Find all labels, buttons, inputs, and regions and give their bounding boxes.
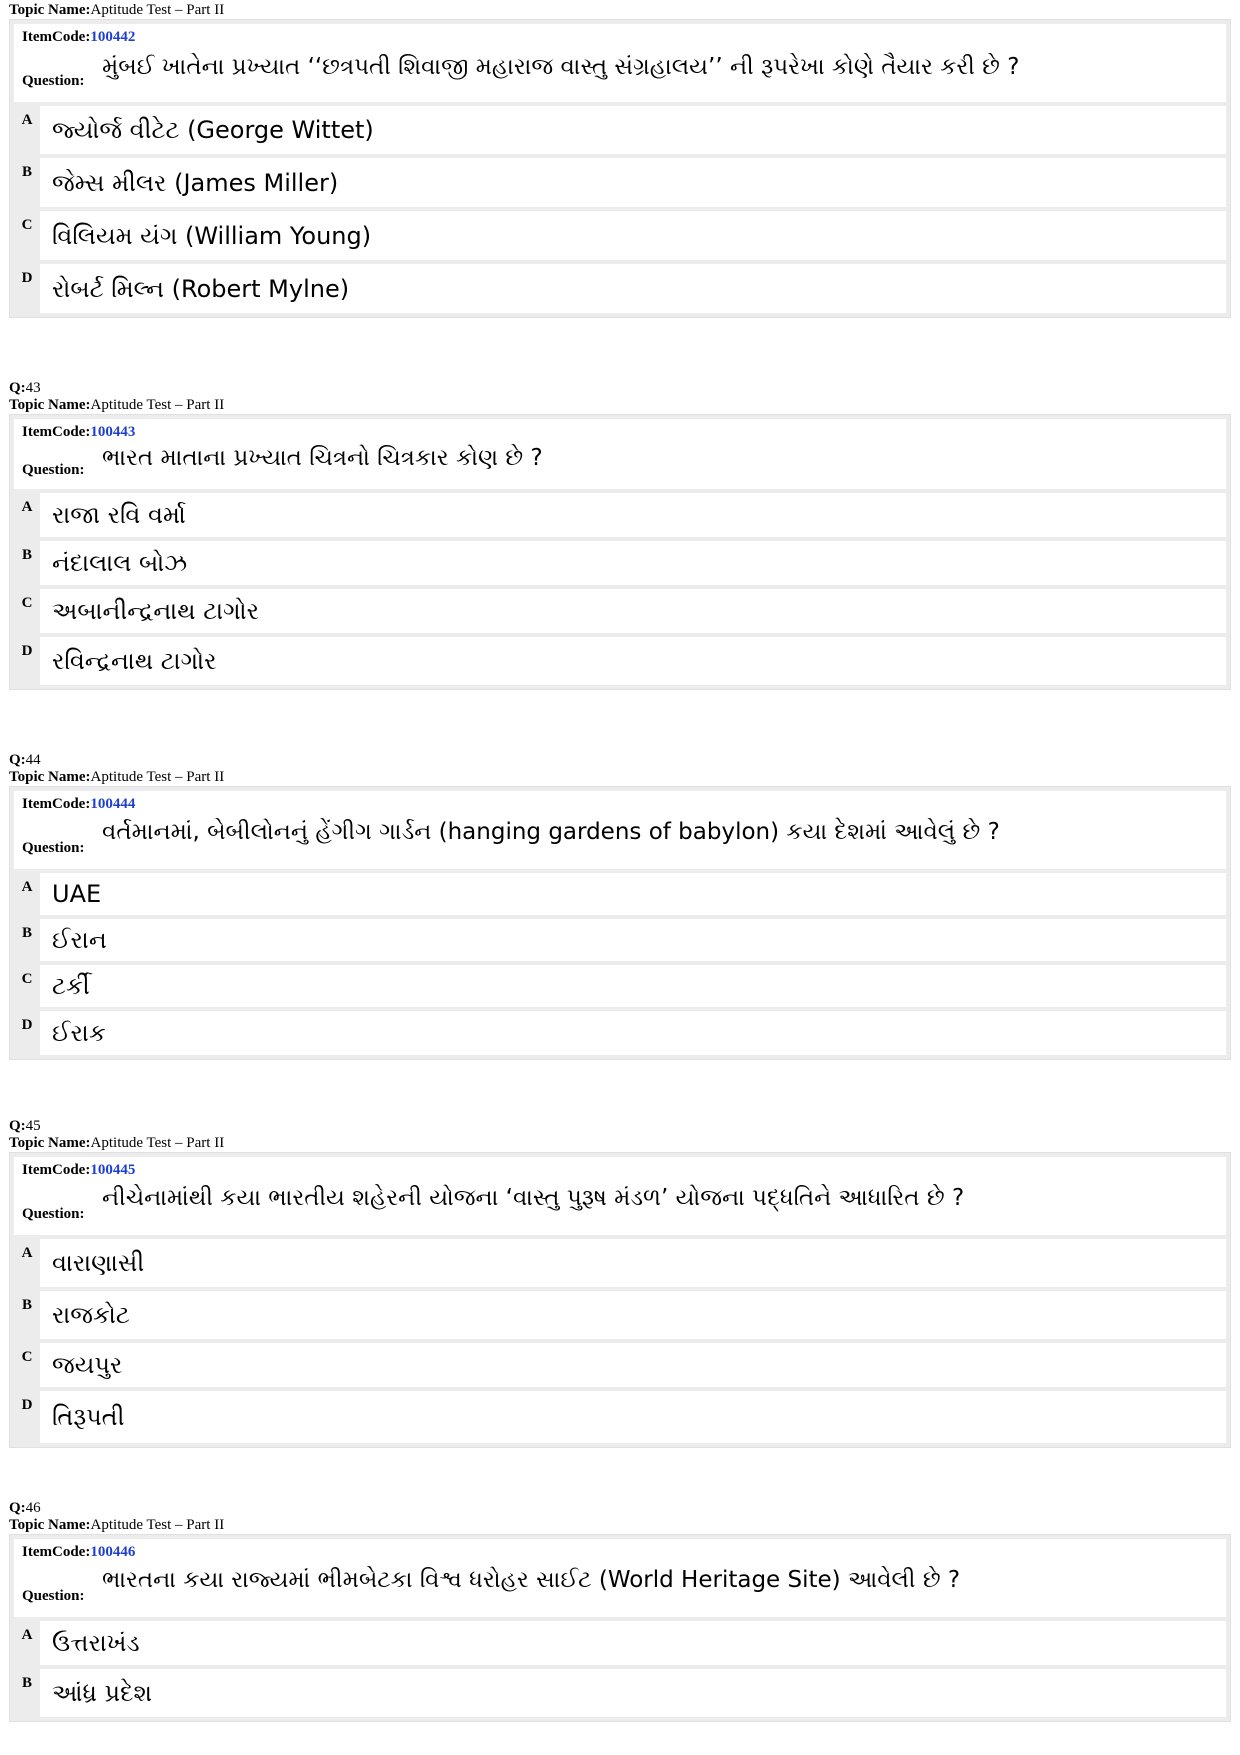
option-row-b[interactable]: B આંધ્ર પ્રદેશ <box>14 1669 1226 1717</box>
topic-line: Topic Name:Aptitude Test – Part II <box>9 1135 225 1151</box>
option-row-a[interactable]: A જ્યોર્જ વીટેટ (George Wittet) <box>14 106 1226 154</box>
option-text: નંદાલાલ બોઝ <box>40 541 1226 585</box>
item-code: ItemCode:100443 <box>22 424 136 440</box>
question-header <box>14 24 1226 102</box>
question-text: ભારત માતાના પ્રખ્યાત ચિત્રનો ચિત્રકાર કોણ છે ? <box>102 445 543 471</box>
item-code: ItemCode:100445 <box>22 1162 136 1178</box>
question-panel <box>9 1534 1231 1722</box>
question-block-45 <box>9 1118 1231 1448</box>
question-number: Q:43 <box>9 380 41 396</box>
option-row-a[interactable]: A વારાણાસી <box>14 1239 1226 1287</box>
option-row-c[interactable]: C વિલિયમ યંગ (William Young) <box>14 211 1226 260</box>
question-line: Question: ભારત માતાના પ્રખ્યાત ચિત્રનો ચિત્રકાર કોણ છે ? <box>22 441 1226 485</box>
option-row-c[interactable]: C ટર્કી <box>14 965 1226 1007</box>
option-row-b[interactable]: B ઈરાન <box>14 919 1226 961</box>
option-row-d[interactable]: D ઈરાક <box>14 1011 1226 1055</box>
option-row-b[interactable]: B નંદાલાલ બોઝ <box>14 541 1226 585</box>
topic-line: Topic Name:Aptitude Test – Part II <box>9 1517 225 1533</box>
option-text: રાજા રવિ વર્મા <box>40 493 1226 537</box>
option-text: આંધ્ર પ્રદેશ <box>40 1669 1226 1717</box>
option-text: તિરૂપતી <box>40 1391 1226 1443</box>
option-text: રવિન્દ્રનાથ ટાગોર <box>40 637 1226 685</box>
option-row-d[interactable]: D રોબર્ટ મિલ્ન (Robert Mylne) <box>14 264 1226 313</box>
question-header <box>14 1539 1226 1617</box>
option-text: જ્યોર્જ વીટેટ (George Wittet) <box>40 106 1226 154</box>
question-panel <box>9 1152 1231 1448</box>
option-row-b[interactable]: B રાજકોટ <box>14 1291 1226 1339</box>
option-text: વારાણાસી <box>40 1239 1226 1287</box>
option-text: ઈરાક <box>40 1011 1226 1055</box>
question-text: ભારતના કયા રાજ્યમાં ભીમબેટકા વિશ્વ ધરોહર સાઈટ (World Heritage Site) આવેલી છે ? <box>102 1567 961 1593</box>
question-number: Q:44 <box>9 752 41 768</box>
question-text: મુંબઈ ખાતેના પ્રખ્યાત ‘‘છત્રપતી શિવાજી મહારાજ વાસ્તુ સંગ્રહાલય’’ ની રૂપરેખા કોણે તૈયાર કરી છે ? <box>102 54 1020 80</box>
option-row-d[interactable]: D તિરૂપતી <box>14 1391 1226 1443</box>
option-row-a[interactable]: A રાજા રવિ વર્મા <box>14 493 1226 537</box>
question-block-44 <box>9 752 1231 1060</box>
question-header <box>14 791 1226 869</box>
question-panel <box>9 19 1231 318</box>
question-number: Q:46 <box>9 1500 41 1516</box>
topic-line: Topic Name:Aptitude Test – Part II <box>9 397 225 413</box>
option-text: જેમ્સ મીલર (James Miller) <box>40 158 1226 207</box>
question-line: Question: નીચેનામાંથી કયા ભારતીય શહેરની યોજના ‘વાસ્તુ પુરૂષ મંડળ’ યોજના પદ્ધતિને આધારિત છે ? <box>22 1179 1226 1229</box>
option-text: ઈરાન <box>40 919 1226 961</box>
question-header <box>14 1157 1226 1235</box>
question-block-43 <box>9 380 1231 690</box>
question-panel <box>9 414 1231 690</box>
question-panel <box>9 786 1231 1060</box>
question-header-row <box>14 419 1226 489</box>
option-text: અબાનીન્દ્રનાથ ટાગોર <box>40 589 1226 633</box>
option-text: રાજકોટ <box>40 1291 1226 1339</box>
question-header-row <box>14 791 1226 869</box>
question-number: Q:45 <box>9 1118 41 1134</box>
option-text: રોબર્ટ મિલ્ન (Robert Mylne) <box>40 264 1226 313</box>
option-row-b[interactable]: B જેમ્સ મીલર (James Miller) <box>14 158 1226 207</box>
option-row-a[interactable]: A UAE <box>14 873 1226 915</box>
item-code: ItemCode:100444 <box>22 796 136 812</box>
question-block-42 <box>9 2 1231 318</box>
item-code: ItemCode:100446 <box>22 1544 136 1560</box>
question-line: Question: વર્તમાનમાં, બેબીલોનનું હેંગીગ ગાર્ડન (hanging gardens of babylon) કયા દેશમાં આવેલું છે ? <box>22 813 1226 863</box>
question-line: Question: ભારતના કયા રાજ્યમાં ભીમબેટકા વિશ્વ ધરોહર સાઈટ (World Heritage Site) આવેલી છે ? <box>22 1561 1226 1611</box>
option-text: UAE <box>40 873 1226 915</box>
question-header-row <box>14 1157 1226 1235</box>
option-row-c[interactable]: C જયપુર <box>14 1343 1226 1387</box>
option-row-a[interactable]: A ઉત્તરાખંડ <box>14 1621 1226 1665</box>
option-row-c[interactable]: C અબાનીન્દ્રનાથ ટાગોર <box>14 589 1226 633</box>
option-text: વિલિયમ યંગ (William Young) <box>40 211 1226 260</box>
option-text: જયપુર <box>40 1343 1226 1387</box>
option-text: ટર્કી <box>40 965 1226 1007</box>
question-text: નીચેનામાંથી કયા ભારતીય શહેરની યોજના ‘વાસ્તુ પુરૂષ મંડળ’ યોજના પદ્ધતિને આધારિત છે ? <box>102 1185 965 1211</box>
topic-line: Topic Name:Aptitude Test – Part II <box>9 2 225 18</box>
topic-line: Topic Name:Aptitude Test – Part II <box>9 769 225 785</box>
question-header <box>14 419 1226 489</box>
question-header-row <box>14 1539 1226 1617</box>
option-text: ઉત્તરાખંડ <box>40 1621 1226 1665</box>
question-header-row <box>14 24 1226 102</box>
item-code: ItemCode:100442 <box>22 29 136 45</box>
question-text: વર્તમાનમાં, બેબીલોનનું હેંગીગ ગાર્ડન (hanging gardens of babylon) કયા દેશમાં આવેલું છે ? <box>102 819 1000 845</box>
question-line: Question: મુંબઈ ખાતેના પ્રખ્યાત ‘‘છત્રપતી શિવાજી મહારાજ વાસ્તુ સંગ્રહાલય’’ ની રૂપરેખા કોણે તૈયાર કરી છે ? <box>22 46 1226 96</box>
option-row-d[interactable]: D રવિન્દ્રનાથ ટાગોર <box>14 637 1226 685</box>
question-block-46 <box>9 1500 1231 1722</box>
